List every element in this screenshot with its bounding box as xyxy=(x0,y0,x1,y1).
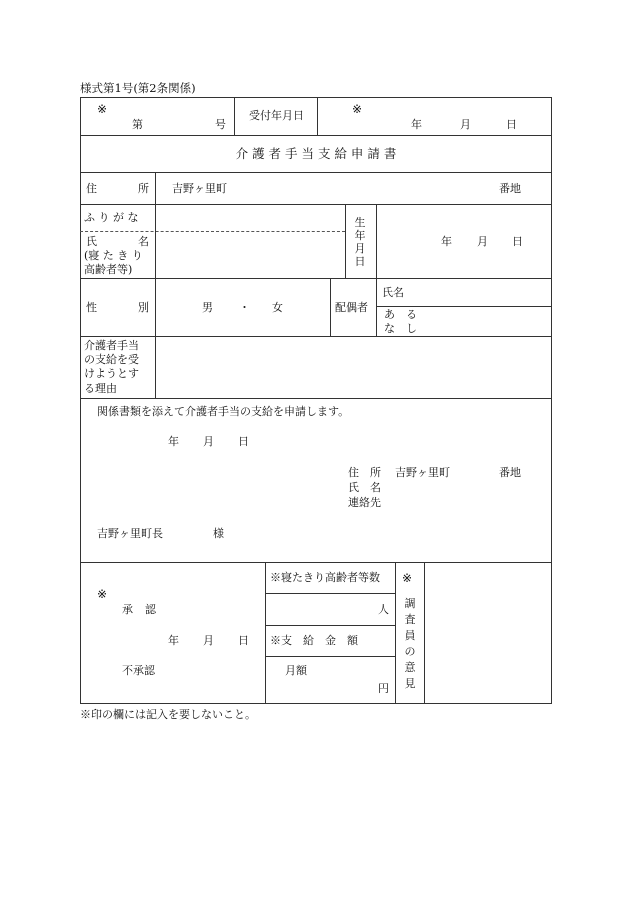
rule-count-value-bottom xyxy=(265,625,395,626)
rule-office-v3 xyxy=(424,562,425,704)
birth-label-char: 年 xyxy=(354,229,366,242)
rule-reception-v2 xyxy=(317,97,318,135)
spouse-yes-b: る xyxy=(406,308,417,321)
approve-label-b: 認 xyxy=(145,603,156,616)
sex-male: 男 xyxy=(202,301,213,314)
rule-amount-label-bottom xyxy=(265,656,395,657)
spouse-yes-a: あ xyxy=(384,308,395,321)
investigator-label-char: 査 xyxy=(404,613,416,626)
office-mark: ※ xyxy=(97,587,108,601)
birth-label-char: 生 xyxy=(354,216,366,229)
applicant-address-label-b: 所 xyxy=(370,466,381,479)
reason-label-line: 介護者手当 xyxy=(84,339,139,352)
applicant-name-label-a: 氏 xyxy=(348,481,359,494)
spouse-name-label: 氏名 xyxy=(382,286,404,299)
rule-sex-v xyxy=(155,278,156,336)
form-number-label: 様式第1号(第2条関係) xyxy=(80,81,196,95)
applicant-address-label-a: 住 xyxy=(348,466,359,479)
reception-year: 年 xyxy=(411,118,422,131)
form-title: 介 護 者 手 当 支 給 申 請 書 xyxy=(235,146,397,161)
monthly-amount-label: 月額 xyxy=(285,664,307,677)
spouse-no-b: し xyxy=(406,322,417,335)
applicant-contact-label: 連絡先 xyxy=(348,496,381,509)
declaration-month: 月 xyxy=(203,435,214,448)
rule-address-bottom xyxy=(80,204,552,205)
birth-label-char: 日 xyxy=(354,255,366,268)
spouse-no-a: な xyxy=(384,322,395,335)
rule-furigana-dashed xyxy=(80,231,345,232)
spouse-label: 配偶者 xyxy=(335,301,368,314)
applicant-address-town: 吉野ヶ里町 xyxy=(395,466,450,479)
reception-day: 日 xyxy=(506,118,517,131)
sex-label-a: 性 xyxy=(86,301,97,314)
investigator-label-char: 見 xyxy=(404,677,416,690)
reception-number-mark: ※ xyxy=(97,102,108,116)
birth-label-char: 月 xyxy=(354,242,366,255)
bedridden-count-label: ※寝たきり高齢者等数 xyxy=(270,571,380,584)
bedridden-count-unit: 人 xyxy=(378,603,389,616)
rule-birth-left xyxy=(345,204,346,278)
name-label-line2: (寝 た き り xyxy=(84,249,143,262)
rule-reception-v1 xyxy=(234,97,235,135)
rule-count-label-bottom xyxy=(265,593,395,594)
address-suffix: 番地 xyxy=(499,182,521,195)
rule-sex-bottom xyxy=(80,336,552,337)
recipient-label: 吉野ヶ里町長 xyxy=(97,527,163,540)
investigator-label-char: 意 xyxy=(404,661,416,674)
sex-female: 女 xyxy=(272,301,283,314)
investigator-label-char: 調 xyxy=(404,597,416,610)
investigator-mark: ※ xyxy=(402,571,413,585)
address-town: 吉野ヶ里町 xyxy=(172,182,227,195)
rule-spouse-left xyxy=(330,278,331,336)
investigator-label-char: 員 xyxy=(404,629,416,642)
rule-spouse-split xyxy=(376,306,552,307)
reception-date-mark: ※ xyxy=(352,102,363,116)
birth-day: 日 xyxy=(512,235,523,248)
birth-month: 月 xyxy=(477,235,488,248)
name-label-b: 名 xyxy=(138,235,149,248)
sex-label-b: 別 xyxy=(138,301,149,314)
rule-name-v xyxy=(155,204,156,278)
applicant-address-suffix: 番地 xyxy=(499,466,521,479)
declaration-year: 年 xyxy=(168,435,179,448)
approve-label-a: 承 xyxy=(122,603,133,616)
rule-reason-bottom xyxy=(80,398,552,399)
reception-month: 月 xyxy=(460,118,471,131)
sex-separator: ・ xyxy=(239,301,250,314)
rule-reason-v xyxy=(155,336,156,398)
disapprove-label: 不承認 xyxy=(122,664,155,677)
office-month: 月 xyxy=(203,634,214,647)
investigator-opinion-label xyxy=(403,596,417,692)
reception-number-prefix: 第 xyxy=(132,118,143,131)
footnote: ※印の欄には記入を要しないこと。 xyxy=(80,708,256,721)
reception-date-label: 受付年月日 xyxy=(249,109,304,122)
reason-label-line: る理由 xyxy=(84,382,117,395)
declaration-day: 日 xyxy=(238,435,249,448)
office-year: 年 xyxy=(168,634,179,647)
name-label-a: 氏 xyxy=(86,235,97,248)
rule-birth-right xyxy=(376,204,377,278)
address-label-a: 住 xyxy=(86,182,97,195)
rule-name-bottom xyxy=(80,278,552,279)
rule-spouse-right xyxy=(376,278,377,336)
payment-amount-label: ※支 給 金 額 xyxy=(270,634,358,647)
declaration-text: 関係書類を添えて介護者手当の支給を申請します。 xyxy=(97,405,350,418)
furigana-label: ふ り が な xyxy=(84,211,139,224)
address-label-b: 所 xyxy=(138,182,149,195)
rule-office-v1 xyxy=(265,562,266,704)
rule-address-v xyxy=(155,172,156,204)
birth-label xyxy=(353,216,367,268)
recipient-honorific: 様 xyxy=(213,527,224,540)
rule-declaration-bottom xyxy=(80,562,552,563)
birth-year: 年 xyxy=(441,235,452,248)
office-day: 日 xyxy=(238,634,249,647)
reason-label-line: の支給を受 xyxy=(84,353,139,366)
rule-office-v2 xyxy=(395,562,396,704)
rule-reception-bottom xyxy=(80,135,552,136)
yen-unit: 円 xyxy=(378,682,389,695)
reception-number-suffix: 号 xyxy=(215,118,226,131)
reason-label-line: けようとす xyxy=(84,367,139,380)
name-label-line3: 高齢者等) xyxy=(84,263,133,276)
applicant-name-label-b: 名 xyxy=(370,481,381,494)
investigator-label-char: の xyxy=(404,645,416,658)
rule-title-bottom xyxy=(80,172,552,173)
